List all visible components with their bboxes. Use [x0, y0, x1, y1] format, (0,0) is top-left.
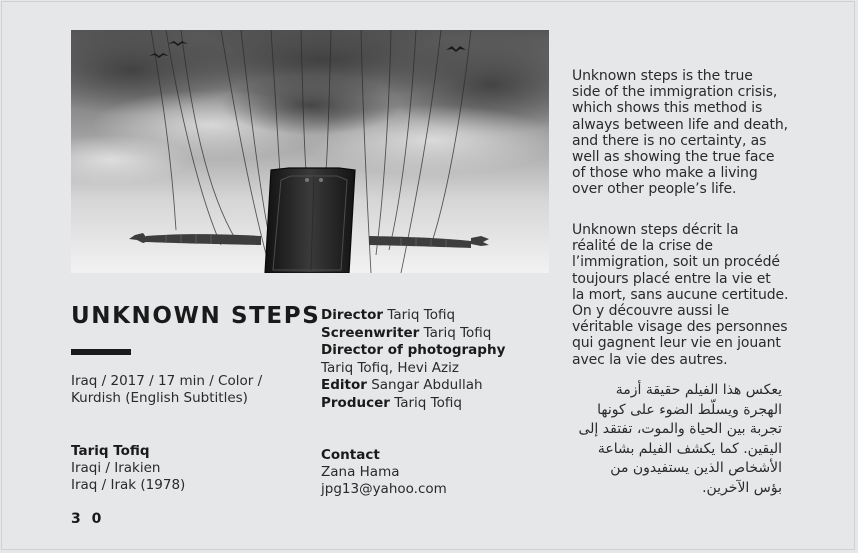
synopsis-line: On y découvre aussi le [572, 303, 730, 320]
contact-block [321, 447, 561, 498]
credit-dop [321, 342, 561, 360]
synopsis-line: الهجرة ويسلّط الضوء على كونها [597, 401, 782, 418]
synopsis-line: بؤس الآخرين. [702, 479, 782, 496]
film-still-coffin-figure-icon [71, 30, 549, 273]
synopsis-arabic [560, 381, 782, 498]
synopsis-french [572, 222, 812, 368]
credit-dop-value [321, 360, 561, 378]
synopsis-line: l’immigration, soit un procédé [572, 254, 780, 271]
synopsis-line: side of the immigration crisis, [572, 84, 778, 101]
contact-label: Contact [321, 447, 380, 463]
title-rule [71, 349, 131, 355]
synopsis-line: تجربة بين الحياة والموت، تفتقد إلى [578, 421, 782, 437]
credit-value: Tariq Tofiq [423, 324, 492, 341]
contact-name: Zana Hama [321, 464, 400, 480]
synopsis-line: Unknown steps décrit la [572, 222, 739, 238]
synopsis-line: qui gagnent leur vie en jouant [572, 335, 781, 352]
synopsis-line: over other people’s life. [572, 181, 737, 198]
film-meta-line: Kurdish (English Subtitles) [71, 390, 248, 406]
credit-value: Sangar Abdullah [371, 377, 483, 393]
credit-value: Tariq Tofiq [394, 394, 462, 411]
synopsis-line: avec la vie des autres. [572, 351, 728, 368]
synopsis-line: of those who make a living [572, 165, 758, 182]
credit-label: Screenwriter [321, 324, 420, 341]
synopsis-line: la mort, sans aucune certitude. [572, 286, 789, 303]
film-title: UNKNOWN STEPS [71, 303, 321, 329]
synopsis-line: always between life and death, [572, 116, 788, 133]
film-meta-line: Iraq / 2017 / 17 min / Color / [71, 373, 263, 389]
credit-screenwriter [321, 325, 561, 343]
credit-director [321, 307, 561, 325]
synopsis-english [572, 68, 812, 198]
contact-email: jpg13@yahoo.com [321, 481, 447, 497]
director-name: Tariq Tofiq [71, 443, 150, 459]
synopsis-line: Unknown steps is the true [572, 68, 753, 84]
director-origin: Iraq / Irak (1978) [71, 477, 186, 493]
credit-value: Tariq Tofiq [387, 307, 456, 323]
synopsis-line: well as showing the true face [572, 149, 775, 166]
page-number: 3 0 [71, 511, 105, 527]
synopsis-line: toujours placé entre la vie et [572, 270, 771, 287]
synopsis-line: اليقين. كما يكشف الفيلم بشاعة [597, 440, 782, 457]
credit-editor [321, 377, 561, 395]
synopsis-line: الأشخاص الذين يستفيدون من [610, 460, 782, 476]
director-nationality: Iraqi / Irakien [71, 460, 161, 476]
synopsis-line: which shows this method is [572, 100, 763, 117]
credit-producer [321, 395, 561, 413]
synopsis-line: and there is no certainty, as [572, 132, 767, 149]
synopsis-line: réalité de la crise de [572, 238, 713, 255]
synopsis-line: يعكس هذا الفيلم حقيقة أزمة [615, 382, 782, 398]
film-meta [71, 373, 301, 407]
credit-label: Editor [321, 377, 367, 393]
credit-label: Producer [321, 394, 390, 411]
director-bio [71, 443, 301, 494]
credit-value: Tariq Tofiq, Hevi Aziz [321, 359, 459, 376]
credit-label: Director [321, 307, 384, 323]
synopsis-line: véritable visage des personnes [572, 319, 788, 336]
film-still [71, 30, 549, 273]
credits-block [321, 307, 561, 412]
credit-label: Director of photography [321, 342, 506, 358]
